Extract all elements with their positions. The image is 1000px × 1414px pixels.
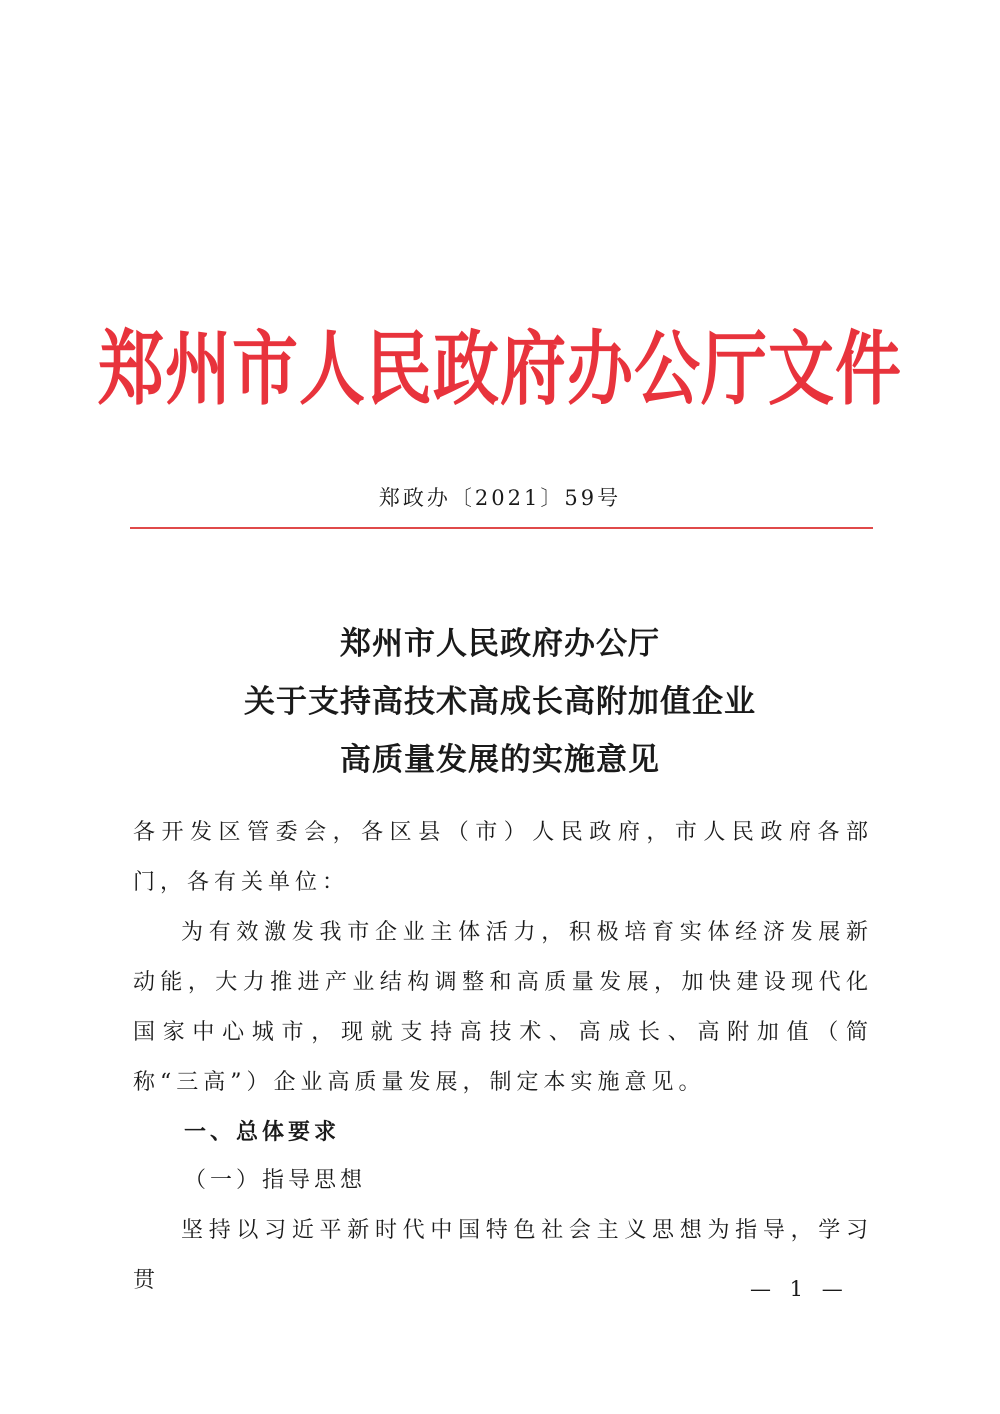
intro-paragraph: 为有效激发我市企业主体活力，积极培育实体经济发展新动能，大力推进产业结构调整和高质量发展，加快建设现代化国家中心城市，现就支持高技术、高成长、高附加值（简称“三高”）企业高质量发展，制定本实施意见。 — [133, 920, 873, 1095]
document-title-line-1: 郑州市人民政府办公厅 — [340, 626, 660, 662]
document-title-line-2: 关于支持高技术高成长高附加值企业 — [244, 684, 756, 720]
subsection-heading: （一）指导思想 — [184, 1168, 367, 1193]
section-text-paragraph: 坚持以习近平新时代中国特色社会主义思想为指导，学习贯 — [133, 1218, 873, 1293]
section-heading: 一、总体要求 — [184, 1120, 341, 1145]
document-masthead: 郑州市人民政府办公厅文件 — [98, 321, 902, 417]
page-number: — 1 — — [750, 1277, 849, 1301]
document-title-line-3: 高质量发展的实施意见 — [340, 742, 660, 778]
document-number: 郑政办〔2021〕59号 — [378, 486, 622, 510]
addressees-paragraph: 各开发区管委会，各区县（市）人民政府，市人民政府各部门，各有关单位： — [133, 820, 873, 895]
red-separator-line — [130, 527, 873, 529]
